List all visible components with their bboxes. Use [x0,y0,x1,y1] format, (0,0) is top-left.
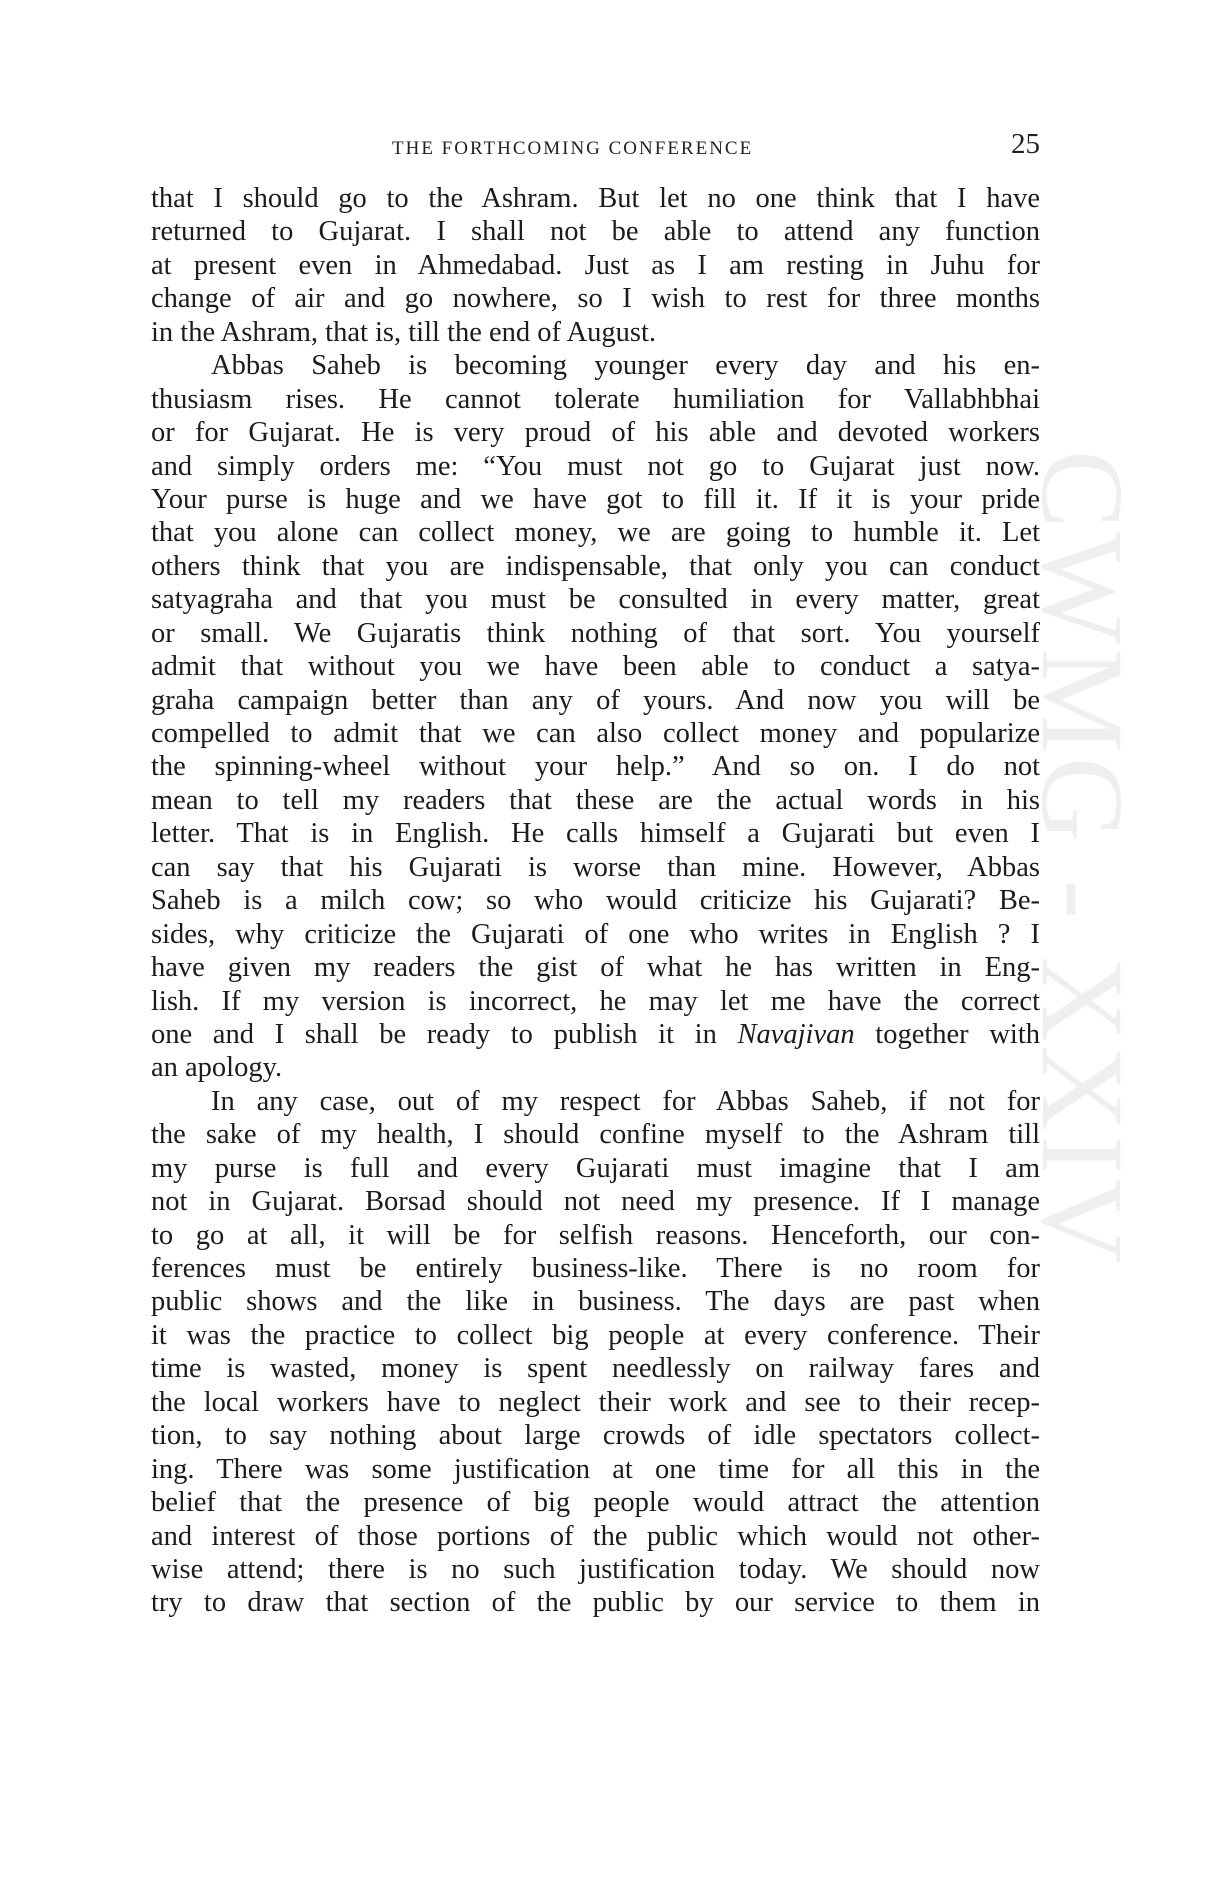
text-line: Saheb is a milch cow; so who would criticize his Gujarati? Be- [151,885,1040,917]
text-line: and interest of those portions of the public which would not other- [151,1520,1040,1552]
text-line: that you alone can collect money, we are going to humble it. Let [151,517,1040,549]
watermark-text: CWMG - XXIV [1017,450,1148,1268]
text-line: ing. There was some justification at one time for all this in the [151,1453,1040,1485]
running-title: THE FORTHCOMING CONFERENCE [392,138,754,159]
text-line: change of air and go nowhere, so I wish to rest for three months [151,283,1040,315]
text-line: my purse is full and every Gujarati must imagine that I am [151,1152,1040,1184]
text-line: and simply orders me: “You must not go to Gujarat just now. [151,450,1040,482]
text-line: not in Gujarat. Borsad should not need my presence. If I manage [151,1186,1040,1218]
newspaper-title: Navajivan [737,1018,855,1050]
page-number: 25 [1011,128,1040,160]
text-line: can say that his Gujarati is worse than mine. However, Abbas [151,851,1040,883]
text-line: the spinning-wheel without your help.” And so on. I do not [151,751,1040,783]
text-line: public shows and the like in business. The days are past when [151,1286,1040,1318]
text-line: time is wasted, money is spent needlessly on railway fares and [151,1353,1040,1385]
text-line: an apology. [151,1052,283,1084]
paragraph-first-line: Abbas Saheb is becoming younger every day and his en- [211,350,1040,382]
text-line: belief that the presence of big people would attract the attention [151,1487,1040,1519]
text-line: satyagraha and that you must be consulted in every matter, great [151,584,1040,616]
text-line: or small. We Gujaratis think nothing of that sort. You yourself [151,617,1040,649]
text-line: in the Ashram, that is, till the end of August. [151,316,657,348]
running-head [152,128,1042,168]
text-line: at present even in Ahmedabad. Just as I am resting in Juhu for [151,249,1040,281]
text-line: or for Gujarat. He is very proud of his able and devoted workers [151,417,1040,449]
text-line: lish. If my version is incorrect, he may let me have the correct [151,985,1040,1017]
text-line: admit that without you we have been able to conduct a satya- [151,651,1040,683]
text-line: compelled to admit that we can also collect money and popularize [151,718,1040,749]
text-line: the sake of my health, I should confine myself to the Ashram till [151,1119,1040,1151]
body-text [151,182,1040,1620]
text-line: try to draw that section of the public by our service to them in [151,1587,1040,1619]
text-line: sides, why criticize the Gujarati of one who writes in English ? I [151,918,1040,950]
text-line: letter. That is in English. He calls himself a Gujarati but even I [151,818,1040,850]
text-line: have given my readers the gist of what he has written in Eng- [151,952,1040,984]
text-line-lead: one and I shall be ready to publish it in [151,1018,717,1050]
text-line-tail: together with [875,1018,1040,1050]
text-line: mean to tell my readers that these are the actual words in his [151,784,1040,816]
text-line: the local workers have to neglect their work and see to their recep- [151,1386,1040,1418]
text-line: others think that you are indispensable, that only you can conduct [151,550,1040,582]
text-line: thusiasm rises. He cannot tolerate humiliation for Vallabhbhai [151,383,1040,415]
text-line: tion, to say nothing about large crowds of idle spectators collect- [151,1420,1040,1452]
text-line: Your purse is huge and we have got to fill it. If it is your pride [151,483,1040,515]
text-line: it was the practice to collect big people at every conference. Their [151,1319,1040,1351]
text-line: returned to Gujarat. I shall not be able to attend any function [151,216,1040,248]
text-line: ferences must be entirely business-like. There is no room for [151,1253,1040,1284]
text-line: that I should go to the Ashram. But let no one think that I have [151,183,1040,214]
paragraph-first-line: In any case, out of my respect for Abbas Saheb, if not for [211,1085,1040,1117]
text-line: wise attend; there is no such justification today. We should now [151,1553,1040,1585]
text-line-with-italic-title [151,1018,1040,1051]
text-line: to go at all, it will be for selfish reasons. Henceforth, our con- [151,1219,1040,1251]
text-line: graha campaign better than any of yours. And now you will be [151,684,1040,716]
